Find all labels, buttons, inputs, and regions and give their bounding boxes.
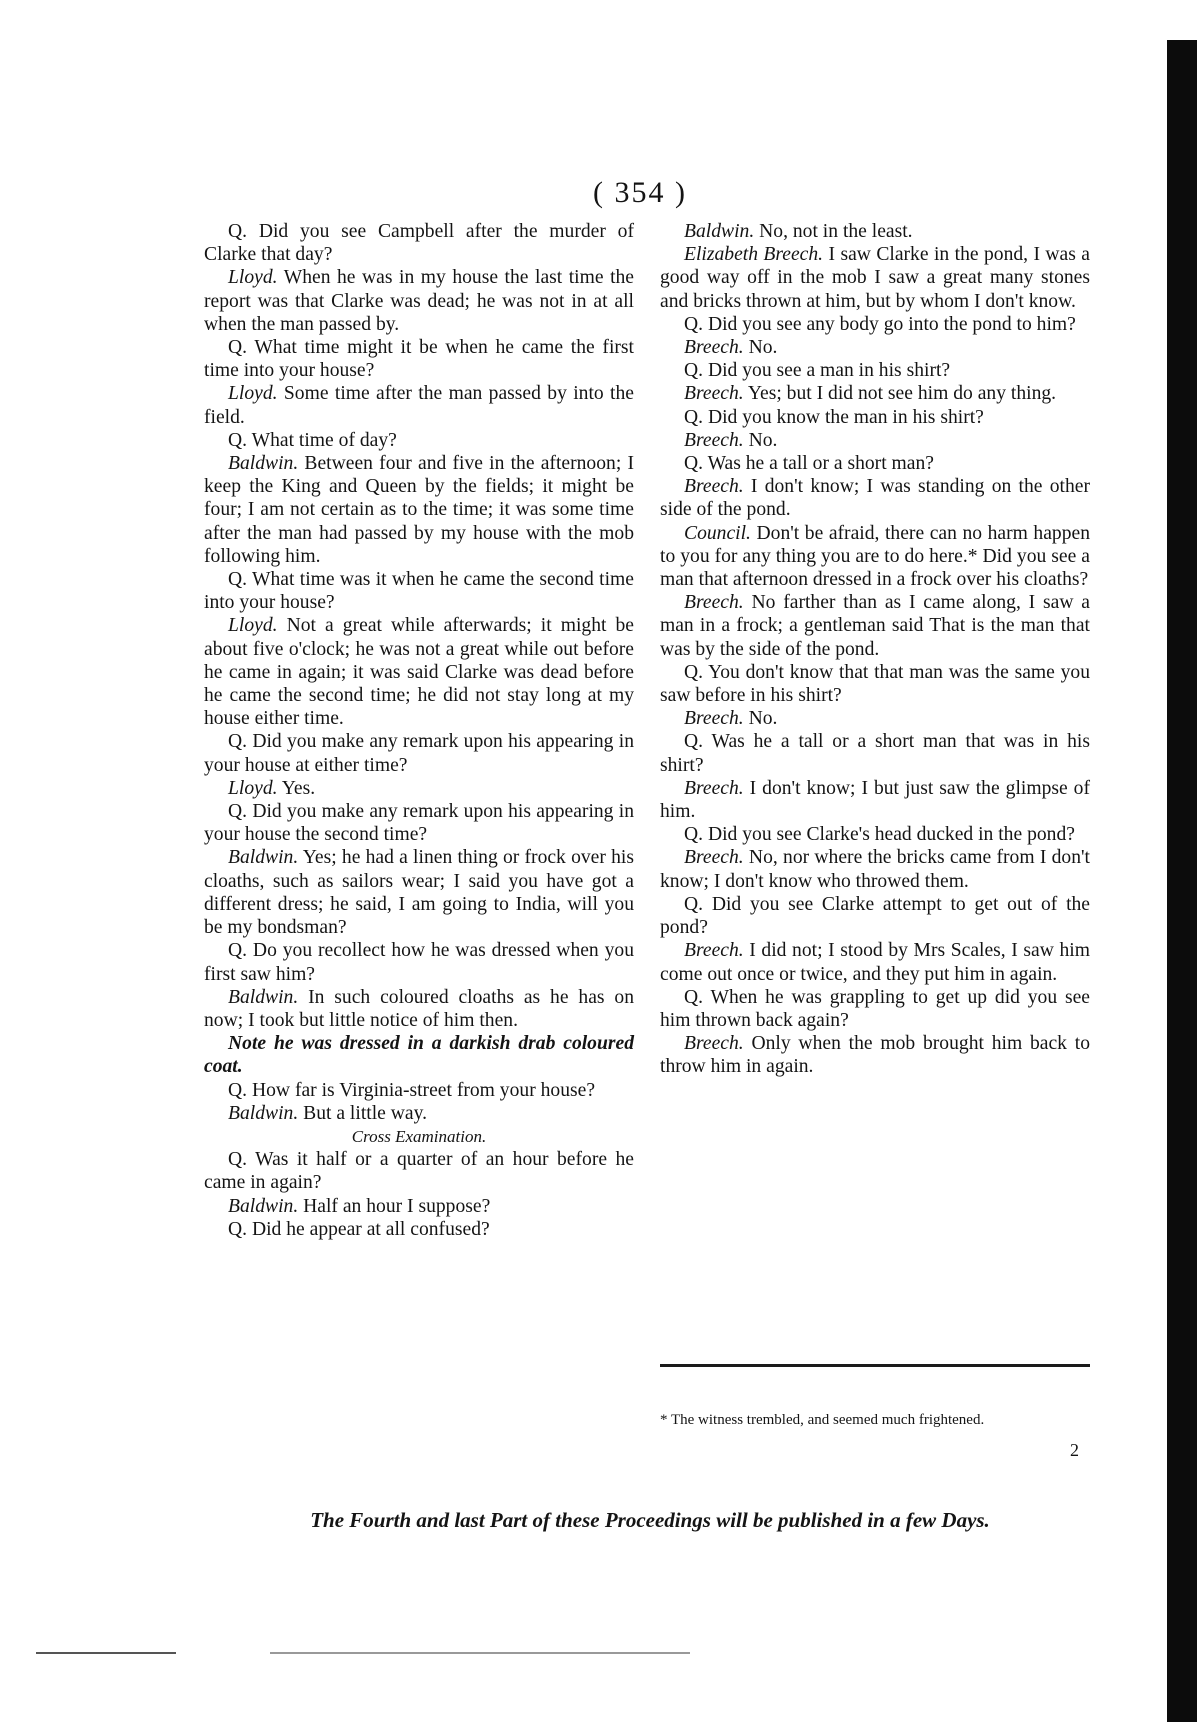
speaker-name: Lloyd. (228, 615, 278, 637)
paragraph-text: Q. Did you see Clarke attempt to get out of the pond? (660, 893, 1090, 939)
speaker-name: Breech. (684, 383, 744, 405)
paragraph-text: Q. Do you recollect how he was dressed when you first saw him? (204, 940, 634, 985)
page-number: ( 354 ) (593, 176, 687, 209)
paragraph-text: Q. Did you see Clarke's head ducked in the pond? (684, 824, 1075, 846)
paragraph-text: I don't know; I was standing on the other side of the pond. (660, 476, 1091, 521)
paragraph-text: I don't know; I but just saw the glimpse of him. (660, 777, 1090, 823)
paragraph-text: Q. Was he a tall or a short man that was in his shirt? (660, 731, 1090, 776)
paragraph-text: But a little way. (303, 1102, 428, 1124)
paragraph (660, 336, 1090, 359)
paragraph (204, 429, 634, 452)
paragraph-text: Q. Did you see Campbell after the murder of Clarke that day? (204, 221, 634, 266)
paragraph (204, 1032, 634, 1078)
paragraph (204, 614, 634, 730)
paragraph (660, 475, 1090, 521)
paragraph (660, 893, 1090, 939)
paragraph-text: Q. You don't know that that man was the same you saw before in his shirt? (660, 661, 1090, 707)
paragraph-text: No. (748, 708, 778, 730)
speaker-name: Breech. (684, 847, 744, 869)
footnote-rule (660, 1364, 1090, 1367)
paragraph (660, 406, 1090, 429)
paragraph-text: In such coloured cloaths as he has on now; I took but little notice of him then. (204, 986, 634, 1031)
paragraph-text: Q. Did you know the man in his shirt? (684, 406, 984, 428)
speaker-name: Breech. (684, 1033, 744, 1055)
paragraph (204, 382, 634, 428)
speaker-name: Baldwin. (228, 1102, 299, 1124)
paragraph (660, 707, 1090, 730)
paragraph-text: No farther than as I came along, I saw a man in a frock; a gentleman said That is the man that was by the side of the pond. (660, 592, 1091, 660)
scan-smudge (270, 1652, 690, 1654)
speaker-name: Lloyd. (228, 777, 278, 799)
paragraph (660, 452, 1090, 475)
scan-smudge (36, 1652, 176, 1654)
paragraph (204, 452, 634, 568)
paragraph-text: Half an hour I suppose? (303, 1195, 491, 1217)
paragraph-text: Q. Did you make any remark upon his appearing in your house the second time? (204, 801, 634, 846)
paragraph (660, 1032, 1090, 1078)
paragraph (204, 568, 634, 614)
paragraph (204, 1218, 634, 1241)
speaker-name: Breech. (684, 476, 744, 498)
paragraph (204, 266, 634, 336)
paragraph (660, 313, 1090, 336)
paragraph (204, 336, 634, 382)
speaker-name: Baldwin. (684, 221, 755, 242)
paragraph (660, 220, 1090, 243)
paragraph-text: Q. What time might it be when he came the first time into your house? (204, 337, 634, 382)
paragraph (660, 661, 1090, 707)
speaker-name: Lloyd. (228, 267, 278, 289)
paragraph (660, 591, 1090, 661)
paragraph-text: When he was in my house the last time the report was that Clarke was dead; he was not in at all when the man passed by. (204, 267, 635, 335)
paragraph (204, 1079, 634, 1102)
paragraph-text: Not a great while afterwards; it might be about five o'clock; he was not a great while out before he came in again; it was said Clarke was dead before he came the second time; he did not stay long at my house either time. (204, 615, 634, 730)
paragraph (660, 846, 1090, 892)
speaker-name: Breech. (684, 777, 744, 799)
paragraph (660, 429, 1090, 452)
paragraph (660, 359, 1090, 382)
speaker-name: Council. (684, 522, 751, 544)
speaker-name: Breech. (684, 940, 744, 962)
paragraph-text: No, nor where the bricks came from I don't know; I don't know who throwed them. (660, 847, 1090, 892)
speaker-name: Baldwin. (228, 453, 299, 475)
speaker-name: Breech. (684, 592, 744, 614)
paragraph-text: Q. What time of day? (228, 429, 397, 451)
paragraph (204, 1125, 634, 1148)
paragraph-text: Q. How far is Virginia-street from your house? (228, 1079, 596, 1101)
right-column (660, 220, 1090, 1079)
paragraph (204, 1195, 634, 1218)
paragraph (204, 1148, 634, 1194)
paragraph (204, 939, 634, 985)
paragraph (204, 800, 634, 846)
paragraph-text: Some time after the man passed by into the field. (204, 383, 634, 428)
paragraph-text: Only when the mob brought him back to throw him in again. (660, 1033, 1090, 1078)
paragraph (660, 939, 1090, 985)
paragraph-text: Q. Did you make any remark upon his appearing in your house at either time? (204, 731, 634, 776)
paragraph (204, 846, 634, 939)
paragraph (204, 220, 634, 266)
left-column (204, 220, 634, 1241)
paragraph (204, 986, 634, 1032)
paragraph (204, 730, 634, 776)
speaker-name: Baldwin. (228, 986, 299, 1008)
speaker-name: Elizabeth Breech. (684, 244, 824, 266)
paragraph-text: Q. When he was grappling to get up did you see him thrown back again? (660, 986, 1090, 1031)
signature-mark: 2 (1070, 1440, 1079, 1460)
paragraph-text: Between four and five in the afternoon; I keep the King and Queen by the fields; it might be four; I am not certain as to the time; it was some time after the man had passed by my house with the mob following him. (204, 453, 634, 567)
paragraph (660, 382, 1090, 405)
speaker-name: Breech. (684, 429, 744, 451)
speaker-name: Baldwin. (228, 847, 299, 869)
paragraph-text: Q. What time was it when he came the second time into your house? (204, 569, 634, 614)
paragraph-text: Yes; he had a linen thing or frock over his cloaths, such as sailors wear; I said you have got a different dress; he said, I am going to India, will you be my bondsman? (204, 847, 634, 939)
paragraph-text: Yes. (281, 777, 316, 799)
paragraph (204, 777, 634, 800)
paragraph (660, 522, 1090, 592)
scan-edge-bar (1167, 40, 1197, 1722)
paragraph-text: Yes; but I did not see him do any thing. (747, 383, 1057, 405)
paragraph-text: Note he was dressed in a darkish drab coloured coat. (204, 1033, 634, 1078)
speaker-name: Breech. (684, 337, 744, 359)
speaker-name: Breech. (684, 708, 744, 730)
paragraph-text: Q. Did you see any body go into the pond to him? (684, 313, 1076, 335)
paragraph (660, 730, 1090, 776)
paragraph-text: Q. Was he a tall or a short man? (684, 453, 934, 475)
paragraph (660, 777, 1090, 823)
paragraph (660, 243, 1090, 313)
paragraph (660, 823, 1090, 846)
paragraph (660, 986, 1090, 1032)
paragraph-text: Cross Examination. (351, 1126, 487, 1146)
paragraph (204, 1102, 634, 1125)
speaker-name: Baldwin. (228, 1195, 299, 1217)
paragraph-text: Q. Did you see a man in his shirt? (684, 360, 951, 382)
paragraph-text: Q. Was it half or a quarter of an hour before he came in again? (204, 1149, 634, 1194)
speaker-name: Lloyd. (228, 383, 278, 405)
paragraph-text: I did not; I stood by Mrs Scales, I saw him come out once or twice, and they put him in again. (660, 940, 1090, 985)
paragraph-text: Don't be afraid, there can no harm happen to you for any thing you are to do here.* Did you see a man that afternoon dressed in a frock over his cloaths? (660, 522, 1090, 591)
paragraph-text: No. (748, 337, 778, 359)
paragraph-text: No. (748, 429, 778, 451)
footnote: * The witness trembled, and seemed much frightened. (660, 1412, 985, 1428)
bottom-notice: The Fourth and last Part of these Proceedings will be published in a few Days. (310, 1508, 990, 1532)
paragraph-text: No, not in the least. (759, 221, 913, 242)
paragraph-text: Q. Did he appear at all confused? (228, 1218, 490, 1240)
paragraph-text: I saw Clarke in the pond, I was a good way off in the mob I saw a great many stones and bricks thrown at him, but by whom I don't know. (660, 244, 1090, 312)
